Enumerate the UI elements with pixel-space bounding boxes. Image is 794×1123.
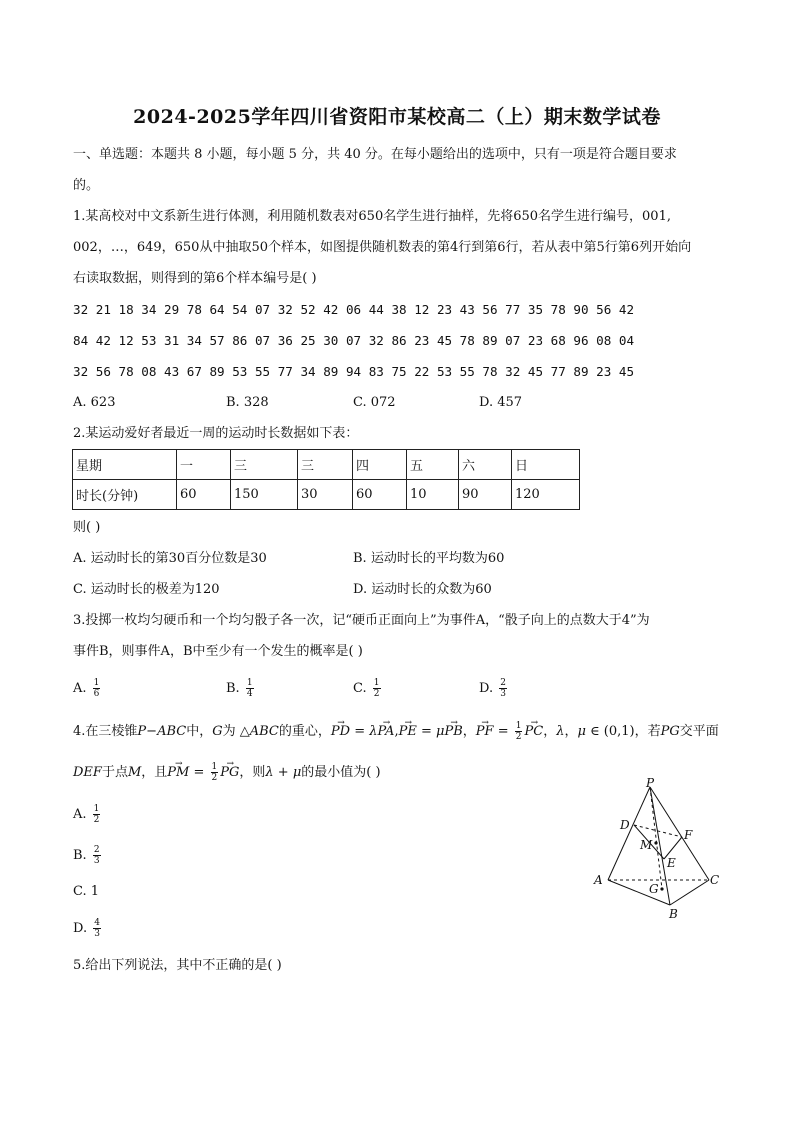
q3-option-b	[226, 678, 256, 699]
random-table-row-6: 32 56 78 08 43 67 89 53 55 77 34 89 94 83 75 22 53 55 78 32 45 77 89 23 45	[73, 364, 635, 379]
vertex-label: C	[710, 873, 720, 887]
vertex-label: P	[646, 777, 655, 790]
q2-option-b: B. 运动时长的平均数为60	[353, 551, 505, 566]
q3-line1: 3.投掷一枚均匀硬币和一个均匀骰子各一次，记“硬币正面向上”为事件A，“骰子向上的点数大于4”为	[73, 613, 650, 628]
vertex-label: G	[649, 882, 659, 896]
q5-line1: 5.给出下列说法，其中不正确的是( )	[73, 958, 282, 973]
vertex-label: A	[594, 873, 603, 887]
q4-option-d	[73, 918, 103, 939]
vertex-label: F	[684, 828, 693, 842]
table-cell: 60	[177, 480, 231, 510]
option-label: B.	[73, 848, 87, 863]
tetrahedron-figure	[588, 777, 728, 922]
random-table-row-4: 32 21 18 34 29 78 64 54 07 32 52 42 06 44 38 12 23 43 56 77 35 78 90 56 42	[73, 302, 635, 317]
option-label: C.	[73, 884, 87, 899]
fraction: $\frac{1}{4}$	[246, 678, 253, 699]
q4-option-b	[73, 845, 103, 866]
option-label: A.	[73, 681, 87, 696]
option-label: C.	[353, 681, 367, 696]
option-label: D.	[73, 921, 88, 936]
table-cell: 150	[231, 480, 298, 510]
option-label: D.	[479, 681, 494, 696]
exercise-time-table	[72, 449, 580, 510]
table-cell: 90	[459, 480, 512, 510]
q1-option-c: C. 072	[353, 395, 396, 410]
section-heading-line2: 的。	[73, 178, 100, 193]
table-cell: 时长(分钟)	[73, 480, 177, 510]
q4-option-c	[73, 883, 99, 901]
q2-option-a: A. 运动时长的第30百分位数是30	[73, 551, 267, 566]
fraction: $\frac{1}{2}$	[93, 804, 100, 825]
table-cell: 星期	[73, 450, 177, 480]
q4-line2: DEF于点M，且→ PM = $\frac{1}{2}$ → PG，则λ + μ的最小值为( )	[73, 762, 381, 783]
fraction: $\frac{2}{3}$	[500, 678, 506, 699]
random-table-row-5: 84 42 12 53 31 34 57 86 07 36 25 30 07 32 86 23 45 78 89 07 23 68 96 08 04	[73, 333, 635, 348]
fraction: $\frac{1}{6}$	[93, 678, 100, 699]
section-heading-line1: 一、单选题：本题共 8 小题，每小题 5 分，共 40 分。在每小题给出的选项中，只有一项是符合题目要求	[73, 147, 677, 162]
q1-option-a: A. 623	[73, 395, 116, 410]
q2-then: 则( )	[73, 520, 101, 535]
table-cell: 五	[407, 450, 459, 480]
fraction: $\frac{4}{3}$	[94, 918, 100, 939]
vertex-label: E	[667, 856, 676, 870]
option-label: A.	[73, 807, 87, 822]
table-cell: 120	[512, 480, 580, 510]
page-title: 2024-2025学年四川省资阳市某校高二（上）期末数学试卷	[133, 106, 661, 128]
table-row	[73, 480, 580, 510]
table-row	[73, 450, 580, 480]
q2-option-c: C. 运动时长的极差为120	[73, 582, 220, 597]
table-cell: 30	[298, 480, 353, 510]
table-cell: 六	[459, 450, 512, 480]
q1-line3: 右读取数据，则得到的第6个样本编号是( )	[73, 271, 317, 286]
q4-option-a	[73, 804, 102, 825]
q1-option-d: D. 457	[479, 395, 523, 410]
q2-line1: 2.某运动爱好者最近一周的运动时长数据如下表：	[73, 426, 359, 441]
table-cell: 日	[512, 450, 580, 480]
fraction: $\frac{2}{3}$	[93, 845, 100, 866]
q3-option-c	[353, 678, 383, 699]
vertex-label: D	[620, 818, 630, 832]
q1-line2: 002，…，649，650从中抽取50个样本，如图提供随机数表的第4行到第6行，若从表中第5行第6列开始向	[73, 240, 692, 255]
q4-line1: 4.在三棱锥P−ABC中，G为 △ABC的重心，→ PD = λ→ PA,→ PE = μ→ PB，→ PF = $\frac{1}{2}$ → PC，λ，μ ∈ (0,1)，若PG交平面	[73, 721, 719, 742]
fraction: $\frac{1}{2}$	[373, 678, 380, 699]
table-cell: 60	[353, 480, 407, 510]
q1-line1: 1.某高校对中文系新生进行体测，利用随机数表对650名学生进行抽样，先将650名学生进行编号，001,	[73, 209, 671, 224]
table-cell: 三	[231, 450, 298, 480]
table-cell: 四	[353, 450, 407, 480]
vertex-label: B	[669, 907, 678, 921]
vertex-label: M	[640, 838, 653, 852]
table-cell: 一	[177, 450, 231, 480]
q3-option-d	[479, 678, 509, 699]
q1-option-b: B. 328	[226, 395, 269, 410]
option-label: B.	[226, 681, 240, 696]
q2-option-d: D. 运动时长的众数为60	[353, 582, 492, 597]
table-cell: 三	[298, 450, 353, 480]
q3-option-a	[73, 678, 102, 699]
q3-line2: 事件B，则事件A，B中至少有一个发生的概率是( )	[73, 644, 363, 659]
option-value: 1	[90, 884, 100, 899]
table-cell: 10	[407, 480, 459, 510]
